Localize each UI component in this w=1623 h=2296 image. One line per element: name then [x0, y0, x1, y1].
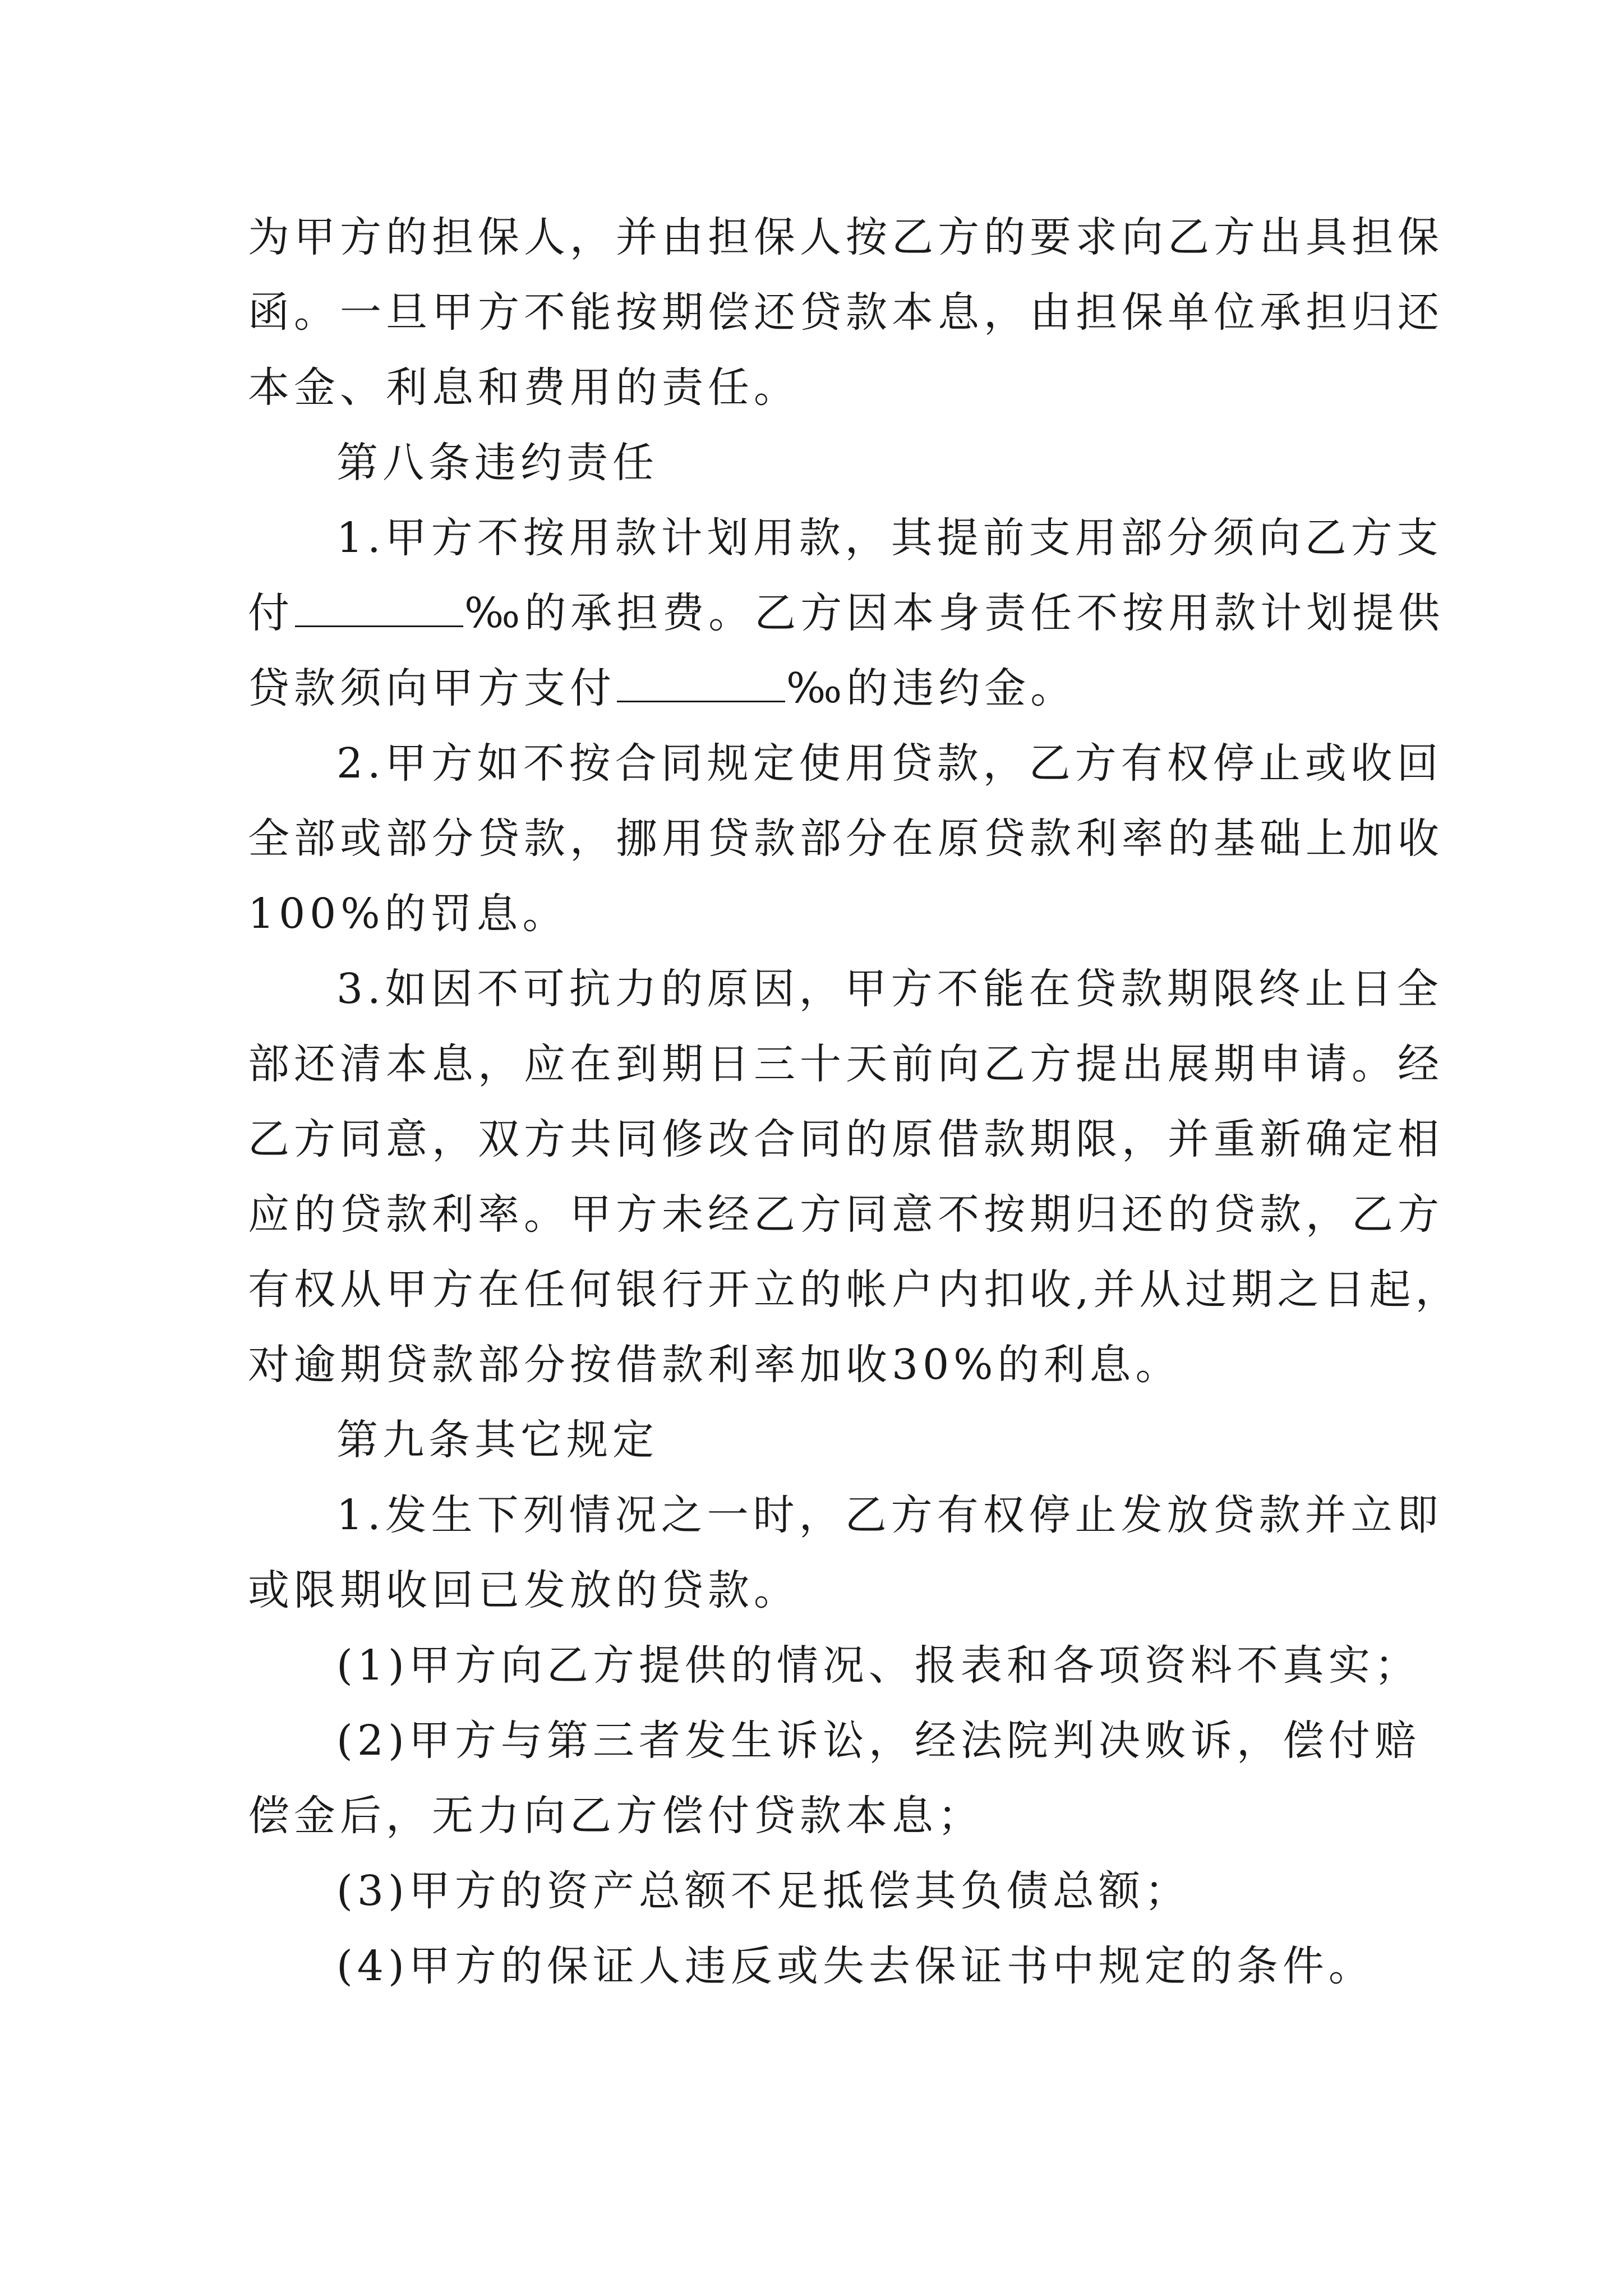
text-line: 对逾期贷款部分按借款利率加收30%的利息。: [248, 1341, 1182, 1389]
text-line-with-blank: [248, 651, 1381, 726]
list-item: (4)甲方的保证人违反或失去保证书中规定的条件。: [336, 1942, 1375, 1990]
line-segment: ‰的违约金。: [786, 664, 1077, 712]
text-line: 有权从甲方在任何银行开立的帐户内扣收,并从过期之日起，: [248, 1266, 1461, 1314]
list-item: (1)甲方向乙方提供的情况、报表和各项资料不真实；: [336, 1641, 1421, 1690]
text-line: 1.甲方不按用款计划用款，其提前支用部分须向乙方支: [336, 514, 1443, 562]
line-segment: 贷款须向甲方支付: [248, 664, 616, 712]
section-heading-article-8: 第八条违约责任: [336, 439, 658, 487]
document-body: [248, 200, 1461, 2004]
text-line: 应的贷款利率。甲方未经乙方同意不按期归还的贷款，乙方: [248, 1190, 1444, 1239]
section-heading-article-9: 第九条其它规定: [336, 1416, 658, 1464]
text-line: 乙方同意，双方共同修改合同的原借款期限，并重新确定相: [248, 1115, 1444, 1163]
text-line: 100%的罚息。: [248, 890, 569, 938]
text-line: 2.甲方如不按合同规定使用贷款，乙方有权停止或收回: [336, 739, 1443, 788]
text-line: 部还清本息，应在到期日三十天前向乙方提出展期申请。经: [248, 1040, 1444, 1088]
text-line: 函。一旦甲方不能按期偿还贷款本息，由担保单位承担归还: [248, 288, 1444, 337]
fill-in-blank: [617, 661, 785, 702]
line-segment: 付: [248, 589, 294, 637]
text-line: 本金、利息和费用的责任。: [248, 364, 800, 412]
line-segment: ‰的承担费。乙方因本身责任不按用款计划提供: [464, 589, 1445, 637]
fill-in-blank: [295, 586, 463, 627]
list-item: (3)甲方的资产总额不足抵偿其负债总额；: [336, 1867, 1191, 1915]
text-line-with-blank: [248, 576, 1445, 651]
list-item: (2)甲方与第三者发生诉讼，经法院判决败诉，偿付赔: [336, 1717, 1421, 1765]
text-line: 1.发生下列情况之一时，乙方有权停止发放贷款并立即: [336, 1491, 1443, 1539]
text-line: 3.如因不可抗力的原因，甲方不能在贷款期限终止日全: [336, 965, 1443, 1013]
text-line: 为甲方的担保人，并由担保人按乙方的要求向乙方出具担保: [248, 213, 1444, 261]
text-line: 或限期收回已发放的贷款。: [248, 1566, 800, 1614]
text-line: 全部或部分贷款，挪用贷款部分在原贷款利率的基础上加收: [248, 815, 1444, 863]
text-line: 偿金后，无力向乙方偿付贷款本息；: [248, 1792, 984, 1840]
